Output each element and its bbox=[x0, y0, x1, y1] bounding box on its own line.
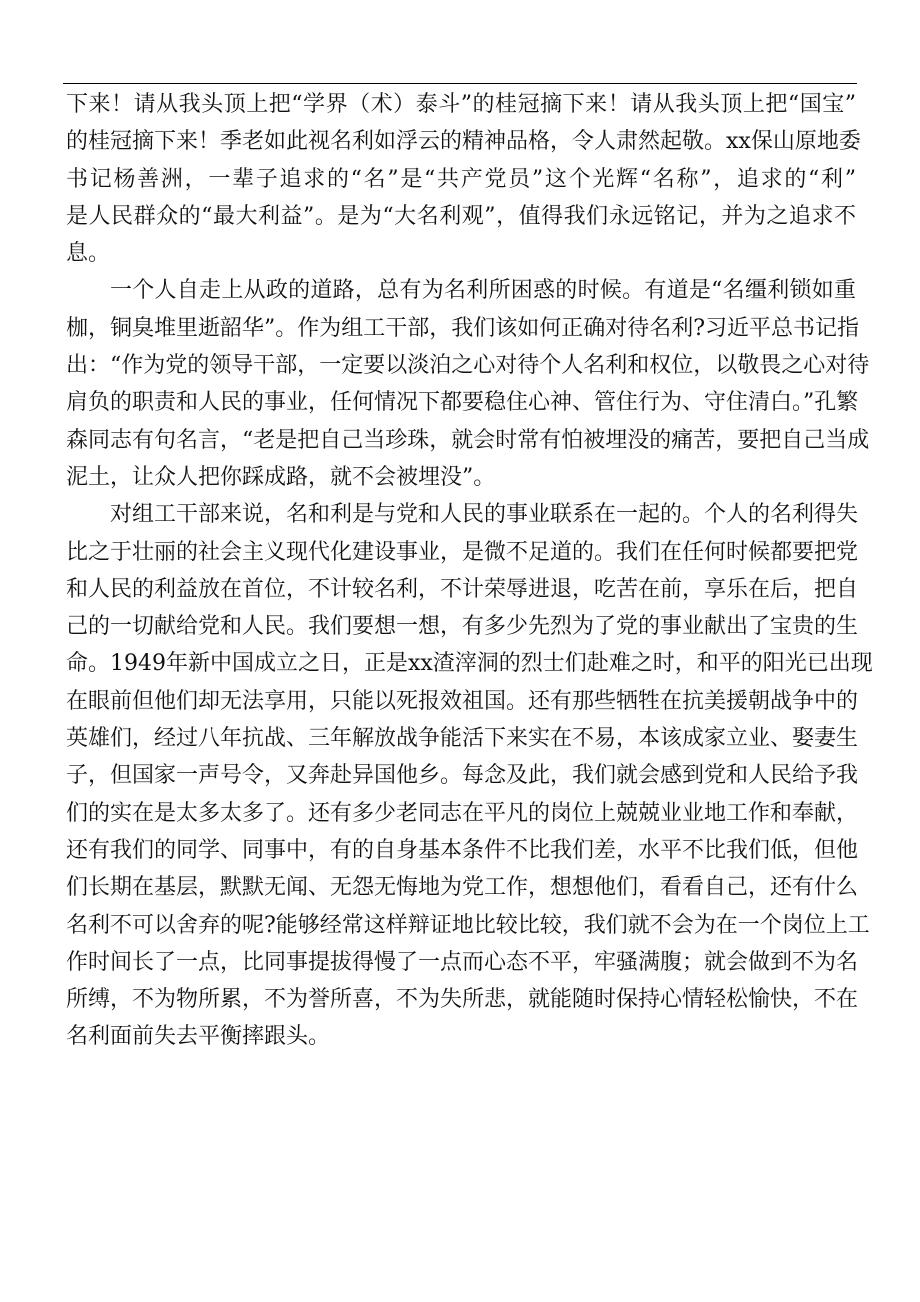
text-line: 所缚，不为物所累，不为誉所喜，不为失所悲，就能随时保持心情轻松愉快，不在 bbox=[66, 987, 859, 1013]
text-line: 名利面前失去平衡摔跟头。 bbox=[66, 1024, 331, 1050]
text-line: 们长期在基层，默默无闻、无怨无悔地为党工作，想想他们，看看自己，还有什么 bbox=[66, 875, 859, 901]
text-line: 名利不可以舍弃的呢?能够经常这样辩证地比较比较，我们就不会为在一个岗位上工 bbox=[66, 912, 870, 938]
text-line: 和人民的利益放在首位，不计较名利，不计荣辱进退，吃苦在前，享乐在后，把自 bbox=[66, 576, 859, 602]
text-line: 英雄们，经过八年抗战、三年解放战争能活下来实在不易，本该成家立业、娶妻生 bbox=[66, 726, 859, 752]
text-line: 在眼前但他们却无法享用，只能以死报效祖国。还有那些牺牲在抗美援朝战争中的 bbox=[66, 688, 859, 714]
text-line: 作时间长了一点，比同事提拔得慢了一点而心态不平，牢骚满腹；就会做到不为名 bbox=[66, 949, 859, 975]
text-line: 息。 bbox=[66, 241, 111, 267]
text-line: 书记杨善洲，一辈子追求的“名”是“共产党员”这个光辉“名称”，追求的“利” bbox=[66, 166, 856, 192]
text-line: 们的实在是太多太多了。还有多少老同志在平凡的岗位上兢兢业业地工作和奉献， bbox=[66, 800, 859, 826]
text-line: 对组工干部来说，名和利是与党和人民的事业联系在一起的。个人的名利得失 bbox=[110, 502, 859, 528]
text-line: 是人民群众的“最大利益”。是为“大名利观”，值得我们永远铭记，并为之追求不 bbox=[66, 203, 856, 229]
text-line: 的桂冠摘下来！季老如此视名利如浮云的精神品格，令人肃然起敬。xx保山原地委 bbox=[66, 129, 861, 155]
text-line: 子，但国家一声号令，又奔赴异国他乡。每念及此，我们就会感到党和人民给予我 bbox=[66, 763, 859, 789]
text-line: 己的一切献给党和人民。我们要想一想，有多少先烈为了党的事业献出了宝贵的生 bbox=[66, 614, 859, 640]
text-line: 还有我们的同学、同事中，有的自身基本条件不比我们差，水平不比我们低，但他 bbox=[66, 837, 859, 863]
document-body bbox=[66, 86, 873, 1056]
text-line: 比之于壮丽的社会主义现代化建设事业，是微不足道的。我们在任何时候都要把党 bbox=[66, 539, 859, 565]
header-rule bbox=[63, 83, 857, 84]
text-line: 枷，铜臭堆里逝韶华”。作为组工干部，我们该如何正确对待名利?习近平总书记指 bbox=[66, 315, 860, 341]
text-line: 森同志有句名言，“老是把自己当珍珠，就会时常有怕被埋没的痛苦，要把自己当成 bbox=[66, 427, 870, 453]
text-line: 肩负的职责和人民的事业，任何情况下都要稳住心神、管住行为、守住清白。”孔繁 bbox=[66, 390, 859, 416]
text-line: 一个人自走上从政的道路，总有为名利所困惑的时候。有道是“名缰利锁如重 bbox=[110, 278, 856, 304]
text-line: 出：“作为党的领导干部，一定要以淡泊之心对待个人名利和权位，以敬畏之心对待 bbox=[66, 353, 870, 379]
text-line: 命。1949年新中国成立之日，正是xx渣滓洞的烈士们赴难之时，和平的阳光已出现 bbox=[66, 651, 873, 677]
text-line: 下来！请从我头顶上把“学界（术）泰斗”的桂冠摘下来！请从我头顶上把“国宝” bbox=[66, 92, 856, 117]
text-line: 泥土，让众人把你踩成路，就不会被埋没”。 bbox=[66, 464, 496, 490]
